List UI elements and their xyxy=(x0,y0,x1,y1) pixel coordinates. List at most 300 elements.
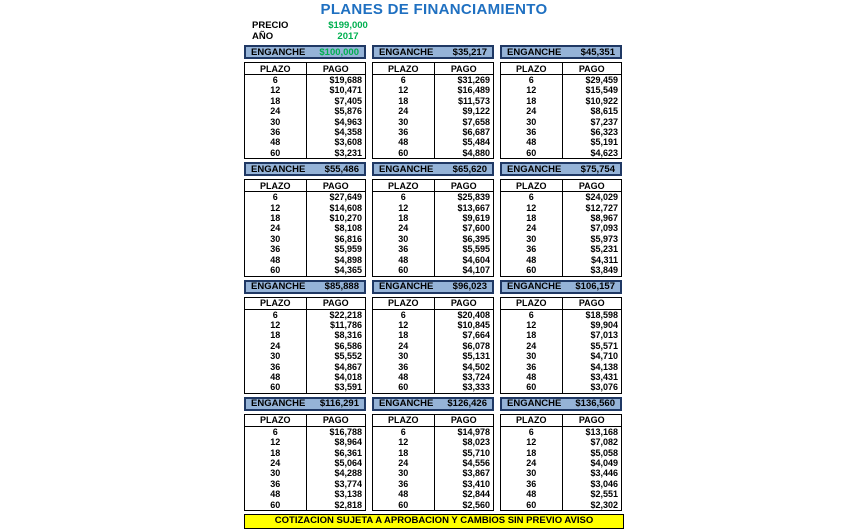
payment-row xyxy=(245,137,366,147)
pago-cell: $3,046 xyxy=(590,478,618,489)
pago-cell: $4,867 xyxy=(334,361,362,372)
plazo-cell: 12 xyxy=(501,437,563,447)
table-header-row xyxy=(245,63,366,75)
pago-column-header: PAGO xyxy=(434,297,494,309)
disclaimer-banner: COTIZACION SUJETA A APROBACION Y CAMBIOS SIN PREVIO AVISO xyxy=(244,514,624,529)
pago-cell: $3,231 xyxy=(334,147,362,158)
plazo-cell: 30 xyxy=(501,234,563,244)
payment-row xyxy=(245,85,366,95)
pago-cell: $7,664 xyxy=(462,330,490,341)
payment-row xyxy=(373,255,494,265)
plazo-cell: 60 xyxy=(245,500,307,511)
payment-row xyxy=(373,351,494,361)
table-header-row xyxy=(501,297,622,309)
payment-row xyxy=(501,106,622,116)
payment-row xyxy=(245,382,366,393)
payment-row xyxy=(373,148,494,159)
payment-row xyxy=(373,448,494,458)
pago-cell: $4,107 xyxy=(462,265,490,276)
pago-cell: $6,395 xyxy=(462,233,490,244)
plazo-column-header: PLAZO xyxy=(245,414,307,426)
pago-column-header: PAGO xyxy=(306,414,366,426)
page-title: PLANES DE FINANCIAMIENTO xyxy=(320,1,548,18)
enganche-header xyxy=(244,397,366,411)
plan-block xyxy=(372,280,494,394)
payment-rows xyxy=(501,75,622,159)
pago-cell: $4,365 xyxy=(334,265,362,276)
enganche-label: ENGANCHE xyxy=(251,163,306,175)
payment-row xyxy=(245,265,366,276)
plazo-cell: 60 xyxy=(245,265,307,276)
plazo-cell: 6 xyxy=(501,75,563,86)
payment-row xyxy=(245,426,366,437)
pago-cell: $5,131 xyxy=(462,351,490,362)
payment-rows xyxy=(373,75,494,159)
payment-rows xyxy=(373,426,494,510)
plazo-cell: 12 xyxy=(373,320,435,330)
pago-cell: $15,549 xyxy=(585,85,618,96)
plazo-cell: 60 xyxy=(245,148,307,159)
plazo-cell: 18 xyxy=(501,448,563,458)
payment-row xyxy=(373,127,494,137)
pago-cell: $13,168 xyxy=(585,426,618,437)
payment-row xyxy=(373,320,494,330)
pago-cell: $8,108 xyxy=(334,223,362,234)
precio-label: PRECIO xyxy=(252,20,289,31)
payment-row xyxy=(373,426,494,437)
enganche-value: $96,023 xyxy=(452,281,487,292)
payment-row xyxy=(245,127,366,137)
plazo-column-header: PLAZO xyxy=(245,297,307,309)
pago-cell: $7,658 xyxy=(462,116,490,127)
payment-row xyxy=(245,372,366,382)
enganche-header xyxy=(372,45,494,59)
plazo-cell: 12 xyxy=(245,85,307,95)
plazo-cell: 12 xyxy=(245,320,307,330)
table-header-row xyxy=(501,63,622,75)
enganche-header xyxy=(500,162,622,176)
plazo-cell: 18 xyxy=(245,448,307,458)
pago-column-header: PAGO xyxy=(434,414,494,426)
plazo-cell: 36 xyxy=(501,127,563,137)
pago-cell: $5,710 xyxy=(462,447,490,458)
plazo-cell: 60 xyxy=(501,382,563,393)
pago-cell: $5,484 xyxy=(462,137,490,148)
plan-block xyxy=(372,45,494,159)
plazo-cell: 36 xyxy=(501,362,563,372)
payment-row xyxy=(373,106,494,116)
payment-row xyxy=(245,244,366,254)
payment-row xyxy=(501,489,622,499)
plazo-cell: 6 xyxy=(245,75,307,86)
plazo-cell: 18 xyxy=(373,330,435,340)
payment-row xyxy=(245,213,366,223)
pago-cell: $9,904 xyxy=(590,319,618,330)
pago-cell: $4,502 xyxy=(462,361,490,372)
plazo-cell: 36 xyxy=(373,127,435,137)
payment-row xyxy=(245,309,366,320)
payment-row xyxy=(501,382,622,393)
payment-table xyxy=(500,179,622,276)
plazo-cell: 30 xyxy=(501,351,563,361)
payment-row xyxy=(245,351,366,361)
plazo-cell: 6 xyxy=(373,192,435,203)
enganche-label: ENGANCHE xyxy=(507,281,562,292)
pago-cell: $5,231 xyxy=(590,244,618,255)
pago-cell: $5,571 xyxy=(590,340,618,351)
plazo-cell: 12 xyxy=(373,437,435,447)
plazo-cell: 30 xyxy=(245,351,307,361)
payment-rows xyxy=(501,192,622,276)
pago-cell: $27,649 xyxy=(329,192,362,203)
payment-row xyxy=(245,468,366,478)
enganche-label: ENGANCHE xyxy=(379,281,434,292)
pago-cell: $10,270 xyxy=(329,213,362,224)
payment-row xyxy=(245,479,366,489)
pago-cell: $10,845 xyxy=(457,319,490,330)
plazo-cell: 30 xyxy=(501,468,563,478)
plazo-cell: 12 xyxy=(501,85,563,95)
table-header-row xyxy=(245,297,366,309)
pago-cell: $6,078 xyxy=(462,340,490,351)
payment-rows xyxy=(245,192,366,276)
payment-row xyxy=(373,362,494,372)
document-page xyxy=(244,0,624,529)
plazo-cell: 36 xyxy=(373,244,435,254)
plazo-cell: 6 xyxy=(245,309,307,320)
enganche-label: ENGANCHE xyxy=(379,46,434,58)
payment-row xyxy=(501,255,622,265)
plazo-cell: 6 xyxy=(373,426,435,437)
plazo-cell: 12 xyxy=(501,320,563,330)
plazo-cell: 6 xyxy=(501,309,563,320)
payment-row xyxy=(373,479,494,489)
payment-row xyxy=(501,234,622,244)
pago-cell: $4,138 xyxy=(590,361,618,372)
plazo-cell: 48 xyxy=(245,489,307,499)
enganche-label: ENGANCHE xyxy=(379,163,434,175)
payment-row xyxy=(245,148,366,159)
pago-cell: $4,623 xyxy=(590,147,618,158)
payment-row xyxy=(373,96,494,106)
pago-cell: $8,964 xyxy=(334,437,362,448)
plazo-column-header: PLAZO xyxy=(373,63,435,75)
plazo-cell: 30 xyxy=(245,234,307,244)
payment-table xyxy=(372,297,494,394)
payment-row xyxy=(373,244,494,254)
payment-row xyxy=(373,382,494,393)
payment-row xyxy=(245,223,366,233)
enganche-header xyxy=(372,397,494,411)
payment-table xyxy=(500,414,622,511)
plan-block xyxy=(500,162,622,276)
pago-cell: $4,898 xyxy=(334,254,362,265)
plazo-cell: 24 xyxy=(501,458,563,468)
pago-cell: $4,604 xyxy=(462,254,490,265)
pago-cell: $3,849 xyxy=(590,265,618,276)
pago-cell: $4,556 xyxy=(462,457,490,468)
payment-row xyxy=(373,117,494,127)
plazo-column-header: PLAZO xyxy=(373,414,435,426)
plazo-cell: 24 xyxy=(245,106,307,116)
plazo-cell: 24 xyxy=(373,106,435,116)
payment-rows xyxy=(245,309,366,393)
enganche-header xyxy=(244,45,366,59)
plazo-cell: 36 xyxy=(245,127,307,137)
enganche-header xyxy=(244,162,366,176)
anio-label: AÑO xyxy=(252,31,274,42)
plazo-cell: 24 xyxy=(245,341,307,351)
payment-row xyxy=(501,468,622,478)
plazo-cell: 60 xyxy=(501,148,563,159)
plazo-cell: 18 xyxy=(501,96,563,106)
pago-cell: $12,727 xyxy=(585,202,618,213)
plazo-cell: 36 xyxy=(373,362,435,372)
pago-column-header: PAGO xyxy=(306,180,366,192)
pago-cell: $8,023 xyxy=(462,437,490,448)
table-header-row xyxy=(373,63,494,75)
payment-row xyxy=(373,330,494,340)
plazo-cell: 36 xyxy=(501,479,563,489)
plazo-cell: 6 xyxy=(501,192,563,203)
plazo-cell: 6 xyxy=(373,75,435,86)
pago-cell: $2,302 xyxy=(590,499,618,510)
payment-row xyxy=(501,148,622,159)
pago-cell: $18,598 xyxy=(585,309,618,320)
enganche-value: $116,291 xyxy=(319,398,359,410)
plazo-cell: 12 xyxy=(245,203,307,213)
pago-cell: $14,978 xyxy=(457,426,490,437)
enganche-header xyxy=(244,280,366,294)
plazo-cell: 30 xyxy=(245,117,307,127)
price-info-block xyxy=(252,20,624,42)
payment-table xyxy=(372,414,494,511)
plazo-cell: 18 xyxy=(501,330,563,340)
pago-cell: $8,316 xyxy=(334,330,362,341)
pago-cell: $25,839 xyxy=(457,192,490,203)
enganche-header xyxy=(500,45,622,59)
plazo-column-header: PLAZO xyxy=(373,297,435,309)
plazo-cell: 36 xyxy=(373,479,435,489)
pago-cell: $7,405 xyxy=(334,95,362,106)
plan-block xyxy=(372,397,494,511)
enganche-value: $55,486 xyxy=(324,163,359,175)
pago-cell: $4,710 xyxy=(590,351,618,362)
pago-cell: $8,967 xyxy=(590,213,618,224)
pago-column-header: PAGO xyxy=(306,63,366,75)
payment-row xyxy=(501,351,622,361)
pago-cell: $2,844 xyxy=(462,489,490,500)
plazo-cell: 48 xyxy=(245,372,307,382)
enganche-header xyxy=(500,397,622,411)
payment-row xyxy=(501,223,622,233)
enganche-label: ENGANCHE xyxy=(251,398,306,410)
pago-cell: $9,619 xyxy=(462,213,490,224)
plazo-cell: 30 xyxy=(373,468,435,478)
pago-cell: $3,410 xyxy=(462,478,490,489)
plazo-cell: 18 xyxy=(501,213,563,223)
payment-row xyxy=(373,372,494,382)
table-header-row xyxy=(373,414,494,426)
plazo-cell: 12 xyxy=(373,203,435,213)
payment-row xyxy=(501,117,622,127)
enganche-value: $85,888 xyxy=(324,281,359,292)
pago-cell: $3,867 xyxy=(462,468,490,479)
pago-cell: $2,551 xyxy=(590,489,618,500)
enganche-header xyxy=(500,280,622,294)
plazo-cell: 30 xyxy=(373,351,435,361)
pago-cell: $24,029 xyxy=(585,192,618,203)
pago-cell: $14,608 xyxy=(329,202,362,213)
payment-row xyxy=(501,96,622,106)
pago-cell: $2,818 xyxy=(334,499,362,510)
pago-cell: $31,269 xyxy=(457,75,490,85)
plazo-cell: 24 xyxy=(373,458,435,468)
pago-cell: $5,973 xyxy=(590,233,618,244)
enganche-label: ENGANCHE xyxy=(379,398,434,410)
payment-row xyxy=(501,372,622,382)
payment-row xyxy=(373,213,494,223)
plan-block xyxy=(500,397,622,511)
pago-cell: $6,323 xyxy=(590,127,618,138)
pago-cell: $3,724 xyxy=(462,371,490,382)
payment-row xyxy=(373,500,494,511)
payment-table xyxy=(244,179,366,276)
pago-cell: $10,922 xyxy=(585,95,618,106)
plazo-cell: 24 xyxy=(373,341,435,351)
pago-cell: $3,431 xyxy=(590,371,618,382)
payment-row xyxy=(373,85,494,95)
pago-cell: $2,560 xyxy=(462,499,490,510)
plazo-cell: 48 xyxy=(245,255,307,265)
pago-cell: $3,774 xyxy=(334,478,362,489)
plazo-cell: 60 xyxy=(373,382,435,393)
plazo-cell: 24 xyxy=(245,458,307,468)
pago-cell: $29,459 xyxy=(585,75,618,85)
pago-cell: $11,573 xyxy=(457,95,490,106)
pago-cell: $20,408 xyxy=(457,309,490,320)
plazo-cell: 36 xyxy=(501,244,563,254)
payment-row xyxy=(245,255,366,265)
plan-block xyxy=(500,280,622,394)
plazo-cell: 60 xyxy=(373,265,435,276)
plazo-cell: 60 xyxy=(501,500,563,511)
plan-block xyxy=(244,162,366,276)
payment-row xyxy=(373,489,494,499)
enganche-label: ENGANCHE xyxy=(507,398,562,410)
precio-value: $199,000 xyxy=(328,20,368,31)
anio-value: 2017 xyxy=(337,31,359,42)
pago-cell: $5,876 xyxy=(334,106,362,117)
plazo-cell: 24 xyxy=(373,223,435,233)
plazo-cell: 18 xyxy=(245,213,307,223)
payment-row xyxy=(245,192,366,203)
payment-row xyxy=(245,362,366,372)
payment-row xyxy=(373,468,494,478)
anio-row xyxy=(252,31,624,42)
plazo-cell: 60 xyxy=(373,500,435,511)
pago-cell: $6,361 xyxy=(334,447,362,458)
plazo-cell: 24 xyxy=(501,106,563,116)
plazo-cell: 6 xyxy=(373,309,435,320)
payment-row xyxy=(501,75,622,86)
pago-cell: $16,489 xyxy=(457,85,490,96)
payment-row xyxy=(373,437,494,447)
plazo-cell: 48 xyxy=(501,372,563,382)
payment-row xyxy=(501,448,622,458)
plazo-cell: 6 xyxy=(245,426,307,437)
pago-cell: $4,288 xyxy=(334,468,362,479)
payment-row xyxy=(245,106,366,116)
payment-row xyxy=(245,203,366,213)
pago-cell: $11,786 xyxy=(329,319,362,330)
payment-table xyxy=(244,414,366,511)
payment-row xyxy=(501,137,622,147)
pago-column-header: PAGO xyxy=(562,414,622,426)
plazo-cell: 18 xyxy=(245,96,307,106)
table-header-row xyxy=(373,180,494,192)
payment-row xyxy=(373,265,494,276)
enganche-value: $75,754 xyxy=(580,163,615,175)
plazo-cell: 6 xyxy=(501,426,563,437)
plazo-cell: 24 xyxy=(501,223,563,233)
payment-row xyxy=(245,341,366,351)
payment-table xyxy=(244,62,366,159)
payment-rows xyxy=(245,75,366,159)
enganche-header xyxy=(372,280,494,294)
pago-column-header: PAGO xyxy=(434,180,494,192)
enganche-header xyxy=(372,162,494,176)
payment-row xyxy=(245,234,366,244)
plazo-cell: 30 xyxy=(373,234,435,244)
pago-column-header: PAGO xyxy=(562,180,622,192)
plazo-cell: 60 xyxy=(501,265,563,276)
payment-row xyxy=(501,309,622,320)
payment-table xyxy=(500,297,622,394)
pago-cell: $13,667 xyxy=(457,202,490,213)
payment-row xyxy=(501,362,622,372)
payment-row xyxy=(373,223,494,233)
enganche-value: $35,217 xyxy=(452,46,487,58)
pago-cell: $5,191 xyxy=(590,137,618,148)
plans-grid xyxy=(244,45,624,511)
plazo-cell: 48 xyxy=(373,489,435,499)
pago-cell: $7,013 xyxy=(590,330,618,341)
pago-cell: $7,600 xyxy=(462,223,490,234)
payment-row xyxy=(245,437,366,447)
payment-table xyxy=(372,179,494,276)
pago-cell: $7,093 xyxy=(590,223,618,234)
pago-cell: $6,586 xyxy=(334,340,362,351)
payment-row xyxy=(245,117,366,127)
plazo-cell: 48 xyxy=(245,137,307,147)
payment-rows xyxy=(373,309,494,393)
payment-row xyxy=(245,500,366,511)
payment-rows xyxy=(501,309,622,393)
payment-row xyxy=(501,213,622,223)
payment-row xyxy=(501,203,622,213)
pago-cell: $3,446 xyxy=(590,468,618,479)
enganche-value: $136,560 xyxy=(575,398,615,410)
payment-row xyxy=(245,448,366,458)
payment-row xyxy=(501,265,622,276)
plazo-cell: 36 xyxy=(245,479,307,489)
table-header-row xyxy=(501,180,622,192)
pago-cell: $4,049 xyxy=(590,457,618,468)
plan-block xyxy=(244,45,366,159)
payment-row xyxy=(245,458,366,468)
plazo-cell: 18 xyxy=(373,96,435,106)
